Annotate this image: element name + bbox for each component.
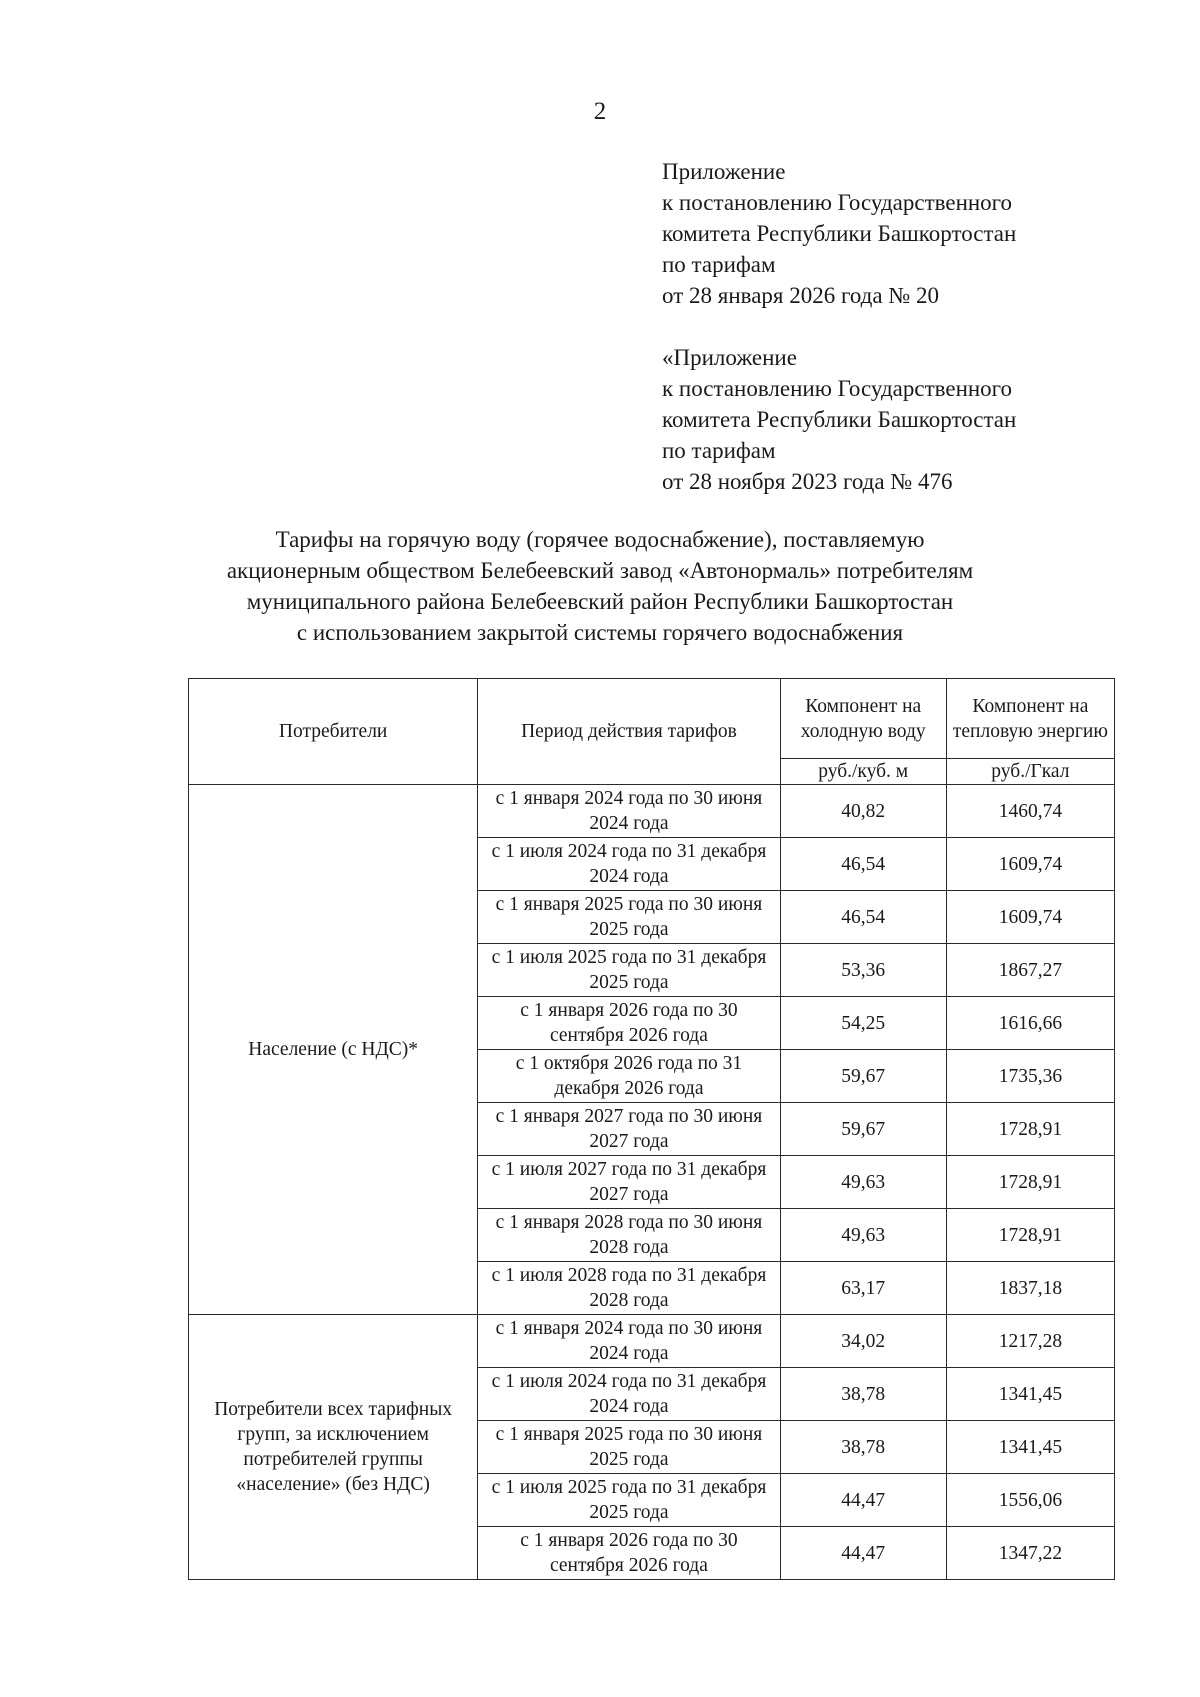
cold-water-value: 59,67: [780, 1050, 946, 1103]
header-thermal-energy: Компонент на тепловую энергию: [946, 679, 1114, 759]
period-cell: с 1 января 2025 года по 30 июня 2025 года: [478, 891, 780, 944]
appendix-line: от 28 января 2026 года № 20: [662, 283, 940, 308]
thermal-energy-value: 1728,91: [946, 1156, 1114, 1209]
header-consumers: Потребители: [189, 679, 478, 785]
period-cell: с 1 января 2026 года по 30 сентября 2026 года: [478, 1527, 780, 1580]
period-cell: с 1 июля 2027 года по 31 декабря 2027 года: [478, 1156, 780, 1209]
cold-water-value: 40,82: [780, 785, 946, 838]
thermal-energy-value: 1217,28: [946, 1315, 1114, 1368]
thermal-energy-value: 1735,36: [946, 1050, 1114, 1103]
thermal-energy-value: 1609,74: [946, 891, 1114, 944]
period-cell: с 1 января 2024 года по 30 июня 2024 года: [478, 1315, 780, 1368]
thermal-energy-value: 1556,06: [946, 1474, 1114, 1527]
cold-water-value: 63,17: [780, 1262, 946, 1315]
title-line: с использованием закрытой системы горячего водоснабжения: [296, 620, 904, 645]
cold-water-value: 46,54: [780, 838, 946, 891]
appendix-line: по тарифам: [662, 438, 776, 463]
table-row: [189, 1315, 1115, 1368]
cold-water-value: 53,36: [780, 944, 946, 997]
table-row: [189, 785, 1115, 838]
header-cold-water-unit: руб./куб. м: [780, 759, 946, 785]
consumer-group-cell: Население (с НДС)*: [189, 785, 478, 1315]
thermal-energy-value: 1837,18: [946, 1262, 1114, 1315]
appendix-line: от 28 ноября 2023 года № 476: [662, 469, 953, 494]
cold-water-value: 46,54: [780, 891, 946, 944]
cold-water-value: 44,47: [780, 1527, 946, 1580]
period-cell: с 1 января 2025 года по 30 июня 2025 года: [478, 1421, 780, 1474]
thermal-energy-value: 1728,91: [946, 1103, 1114, 1156]
document-title: [150, 524, 1050, 648]
period-cell: с 1 января 2028 года по 30 июня 2028 года: [478, 1209, 780, 1262]
cold-water-value: 34,02: [780, 1315, 946, 1368]
thermal-energy-value: 1616,66: [946, 997, 1114, 1050]
cold-water-value: 49,63: [780, 1209, 946, 1262]
period-cell: с 1 января 2027 года по 30 июня 2027 года: [478, 1103, 780, 1156]
thermal-energy-value: 1341,45: [946, 1421, 1114, 1474]
cold-water-value: 49,63: [780, 1156, 946, 1209]
period-cell: с 1 января 2024 года по 30 июня 2024 года: [478, 785, 780, 838]
period-cell: с 1 октября 2026 года по 31 декабря 2026 года: [478, 1050, 780, 1103]
appendix-line: по тарифам: [662, 252, 776, 277]
consumer-group-cell: Потребители всех тарифных групп, за исключением потребителей группы «население» (без НДС): [189, 1315, 478, 1580]
appendix-current-header: [662, 156, 1182, 311]
thermal-energy-value: 1341,45: [946, 1368, 1114, 1421]
thermal-energy-value: 1609,74: [946, 838, 1114, 891]
appendix-line: комитета Республики Башкортостан: [662, 407, 1017, 432]
appendix-line: к постановлению Государственного: [662, 190, 1013, 215]
cold-water-value: 44,47: [780, 1474, 946, 1527]
appendix-line: Приложение: [662, 159, 786, 184]
appendix-previous-header: [662, 342, 1182, 497]
cold-water-value: 59,67: [780, 1103, 946, 1156]
header-cold-water: Компонент на холодную воду: [780, 679, 946, 759]
header-thermal-unit: руб./Гкал: [946, 759, 1114, 785]
period-cell: с 1 июля 2028 года по 31 декабря 2028 года: [478, 1262, 780, 1315]
title-line: акционерным обществом Белебеевский завод «Автонормаль» потребителям: [226, 558, 974, 583]
cold-water-value: 54,25: [780, 997, 946, 1050]
tariff-table: [188, 678, 1115, 1580]
period-cell: с 1 июля 2025 года по 31 декабря 2025 года: [478, 944, 780, 997]
cold-water-value: 38,78: [780, 1421, 946, 1474]
title-line: муниципального района Белебеевский район Республики Башкортостан: [246, 589, 954, 614]
thermal-energy-value: 1867,27: [946, 944, 1114, 997]
appendix-line: комитета Республики Башкортостан: [662, 221, 1017, 246]
appendix-line: «Приложение: [662, 345, 797, 370]
appendix-line: к постановлению Государственного: [662, 376, 1013, 401]
thermal-energy-value: 1460,74: [946, 785, 1114, 838]
period-cell: с 1 июля 2024 года по 31 декабря 2024 года: [478, 1368, 780, 1421]
page-number: 2: [593, 98, 607, 125]
period-cell: с 1 июля 2024 года по 31 декабря 2024 года: [478, 838, 780, 891]
table-body: [189, 785, 1115, 1580]
thermal-energy-value: 1728,91: [946, 1209, 1114, 1262]
period-cell: с 1 июля 2025 года по 31 декабря 2025 года: [478, 1474, 780, 1527]
cold-water-value: 38,78: [780, 1368, 946, 1421]
thermal-energy-value: 1347,22: [946, 1527, 1114, 1580]
header-period: Период действия тарифов: [478, 679, 780, 785]
title-line: Тарифы на горячую воду (горячее водоснабжение), поставляемую: [275, 527, 925, 552]
period-cell: с 1 января 2026 года по 30 сентября 2026 года: [478, 997, 780, 1050]
